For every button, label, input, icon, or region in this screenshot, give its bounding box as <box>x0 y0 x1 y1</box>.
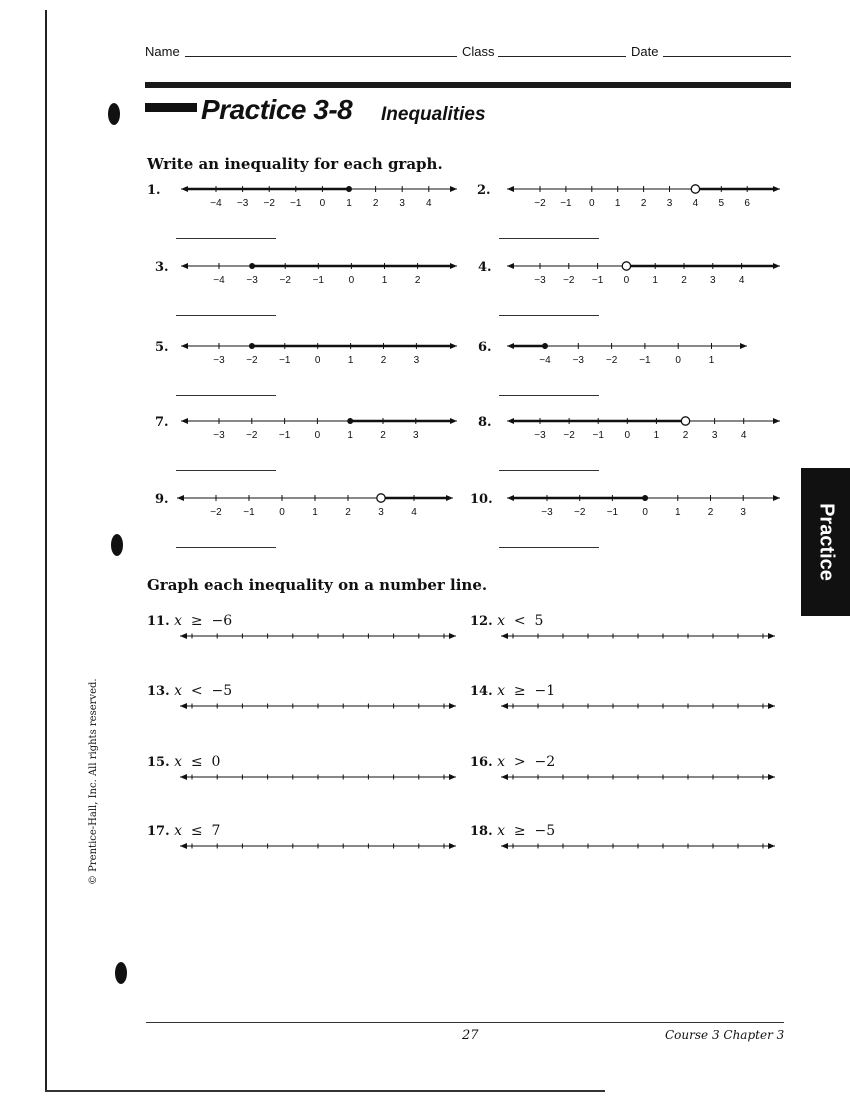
page-number: 27 <box>462 1028 479 1043</box>
tick-label: −1 <box>592 430 604 441</box>
tick-label: 0 <box>623 275 630 286</box>
tick-label: 2 <box>707 507 714 518</box>
tick-label: 4 <box>426 198 432 209</box>
blank-number-line[interactable] <box>175 770 461 784</box>
tick-label: −4 <box>213 275 225 286</box>
blank-number-line[interactable] <box>496 839 780 853</box>
tick-label: −2 <box>605 355 618 366</box>
problem-number: 18. <box>470 824 493 839</box>
tick-label: −1 <box>639 355 651 366</box>
tick-label: 2 <box>414 275 421 286</box>
title-rule <box>145 82 791 88</box>
tick-label: −2 <box>246 355 258 366</box>
inequality-expression: x < 5 <box>497 613 544 629</box>
title-bar <box>145 103 197 112</box>
tick-label: −2 <box>563 430 575 441</box>
problem-number: 6. <box>478 340 492 355</box>
tick-label: −1 <box>290 198 302 209</box>
tick-label: −1 <box>591 275 604 286</box>
tick-label: 6 <box>744 198 750 209</box>
class-field[interactable] <box>498 42 626 57</box>
tick-label: 4 <box>692 198 699 209</box>
tick-label: 1 <box>381 275 388 286</box>
problem-number: 2. <box>477 183 491 198</box>
blank-number-line[interactable] <box>175 629 461 643</box>
tick-label: −2 <box>279 275 291 286</box>
tick-label: −2 <box>563 275 575 286</box>
inequality-prompt <box>470 610 543 629</box>
number-line-graph <box>176 256 462 286</box>
tick-label: −3 <box>213 430 225 441</box>
problem-number: 4. <box>478 260 492 275</box>
problem-number: 1. <box>147 183 161 198</box>
tick-label: 5 <box>718 198 725 209</box>
tick-label: 1 <box>347 355 354 366</box>
number-line-graph <box>502 256 785 286</box>
tick-label: 3 <box>378 507 384 518</box>
tick-label: 4 <box>740 430 747 441</box>
blank-number-line[interactable] <box>496 770 780 784</box>
tick-label: 3 <box>413 430 419 441</box>
tick-label: 0 <box>279 507 285 518</box>
tick-label: −3 <box>534 430 546 441</box>
tick-label: 1 <box>652 275 658 286</box>
date-label: Date <box>631 44 659 59</box>
inequality-prompt <box>147 751 220 770</box>
tick-label: −3 <box>246 275 258 286</box>
open-circle <box>377 494 385 502</box>
inequality-prompt <box>470 751 555 770</box>
answer-line[interactable] <box>176 315 276 316</box>
problem-number: 9. <box>155 492 169 507</box>
inequality-prompt <box>470 680 555 699</box>
tick-label: 2 <box>372 198 379 209</box>
number-line-graph <box>176 179 462 209</box>
punch-hole <box>108 103 120 125</box>
side-tab <box>801 468 850 616</box>
closed-dot <box>249 263 255 269</box>
tick-label: 3 <box>740 507 746 518</box>
closed-dot <box>347 418 353 424</box>
tick-label: 0 <box>348 275 355 286</box>
tick-label: −1 <box>278 430 291 441</box>
tick-label: 1 <box>614 198 621 209</box>
closed-dot <box>542 343 548 349</box>
name-label: Name <box>145 44 180 59</box>
tick-label: −1 <box>560 198 572 209</box>
inequality-prompt <box>147 820 220 839</box>
tick-label: −1 <box>606 507 619 518</box>
tick-label: 0 <box>675 355 681 366</box>
inequality-expression: x < −5 <box>174 683 233 699</box>
footer-rule <box>146 1022 784 1023</box>
tick-label: 1 <box>653 430 660 441</box>
tick-label: 0 <box>319 198 326 209</box>
tick-label: 1 <box>346 198 352 209</box>
tick-label: 3 <box>666 198 673 209</box>
tick-label: 2 <box>380 355 387 366</box>
problem-number: 10. <box>470 492 493 507</box>
tick-label: 0 <box>589 198 595 209</box>
tick-label: −3 <box>534 275 546 286</box>
problem-number: 12. <box>470 614 493 629</box>
inequality-expression: x ≤ 0 <box>174 754 221 770</box>
blank-number-line[interactable] <box>175 839 461 853</box>
tick-label: −2 <box>246 430 258 441</box>
blank-number-line[interactable] <box>496 629 780 643</box>
tick-label: −3 <box>213 355 225 366</box>
tick-label: −4 <box>539 355 551 366</box>
answer-line[interactable] <box>176 547 276 548</box>
number-line-graph <box>502 411 785 441</box>
problem-number: 8. <box>478 415 492 430</box>
open-circle <box>681 417 689 425</box>
number-line-graph <box>502 336 752 366</box>
inequality-expression: x ≥ −6 <box>174 613 233 629</box>
problem-number: 11. <box>147 614 170 629</box>
tick-label: −3 <box>572 355 585 366</box>
inequality-expression: x > −2 <box>497 754 556 770</box>
binder-edge <box>45 10 47 1092</box>
tick-label: 2 <box>640 198 647 209</box>
tick-label: 0 <box>314 430 321 441</box>
page-subtitle: Inequalities <box>381 104 486 125</box>
answer-line[interactable] <box>499 547 599 548</box>
tick-label: −2 <box>263 198 275 209</box>
inequality-prompt <box>147 610 232 629</box>
answer-line[interactable] <box>499 470 599 471</box>
answer-line[interactable] <box>499 395 599 396</box>
tick-label: −2 <box>573 507 586 518</box>
tick-label: 2 <box>681 275 687 286</box>
tick-label: 0 <box>314 355 321 366</box>
section2-instruction: Graph each inequality on a number line. <box>147 576 488 594</box>
number-line-graph <box>502 179 785 209</box>
tick-label: 2 <box>380 430 386 441</box>
copyright-notice: © Prentice-Hall, Inc. All rights reserved. <box>88 678 99 885</box>
answer-line[interactable] <box>499 315 599 316</box>
bottom-edge <box>45 1090 605 1092</box>
problem-number: 13. <box>147 684 170 699</box>
page-title: Practice 3-8 <box>201 94 353 125</box>
answer-line[interactable] <box>499 238 599 239</box>
side-tab-label: Practice <box>815 503 837 581</box>
tick-label: −2 <box>210 507 222 518</box>
inequality-prompt <box>147 680 232 699</box>
class-label: Class <box>462 44 495 59</box>
tick-label: 0 <box>624 430 631 441</box>
problem-number: 15. <box>147 755 170 770</box>
punch-hole <box>111 534 123 556</box>
section1-instruction: Write an inequality for each graph. <box>147 155 443 173</box>
inequality-expression: x ≥ −1 <box>497 683 556 699</box>
problem-number: 5. <box>155 340 169 355</box>
tick-label: 2 <box>682 430 689 441</box>
inequality-expression: x ≤ 7 <box>174 823 221 839</box>
number-line-graph <box>176 336 462 366</box>
answer-line[interactable] <box>176 395 276 396</box>
tick-label: 1 <box>675 507 681 518</box>
tick-label: −3 <box>236 198 249 209</box>
tick-label: 0 <box>642 507 648 518</box>
tick-label: 3 <box>413 355 420 366</box>
tick-label: 2 <box>345 507 351 518</box>
tick-label: −4 <box>210 198 222 209</box>
tick-label: 4 <box>738 275 745 286</box>
date-field[interactable] <box>663 42 791 57</box>
tick-label: −1 <box>312 275 325 286</box>
problem-number: 17. <box>147 824 170 839</box>
tick-label: 4 <box>411 507 417 518</box>
tick-label: 1 <box>347 430 353 441</box>
name-field[interactable] <box>185 42 457 57</box>
inequality-prompt <box>470 820 555 839</box>
open-circle <box>691 185 699 193</box>
tick-label: 3 <box>399 198 405 209</box>
closed-dot <box>642 495 648 501</box>
problem-number: 16. <box>470 755 493 770</box>
inequality-expression: x ≥ −5 <box>497 823 556 839</box>
number-line-graph <box>172 488 458 518</box>
tick-label: −1 <box>243 507 255 518</box>
course-label: Course 3 Chapter 3 <box>665 1028 785 1042</box>
tick-label: 3 <box>710 275 716 286</box>
tick-label: −2 <box>534 198 546 209</box>
blank-number-line[interactable] <box>496 699 780 713</box>
tick-label: 1 <box>312 507 318 518</box>
tick-label: 3 <box>711 430 718 441</box>
problem-number: 14. <box>470 684 493 699</box>
tick-label: −1 <box>279 355 291 366</box>
blank-number-line[interactable] <box>175 699 461 713</box>
closed-dot <box>249 343 255 349</box>
tick-label: 1 <box>708 355 715 366</box>
problem-number: 7. <box>155 415 169 430</box>
open-circle <box>622 262 630 270</box>
number-line-graph <box>176 411 462 441</box>
problem-number: 3. <box>155 260 169 275</box>
closed-dot <box>346 186 352 192</box>
answer-line[interactable] <box>176 238 276 239</box>
number-line-graph <box>502 488 785 518</box>
punch-hole <box>115 962 127 984</box>
tick-label: −3 <box>541 507 553 518</box>
answer-line[interactable] <box>176 470 276 471</box>
